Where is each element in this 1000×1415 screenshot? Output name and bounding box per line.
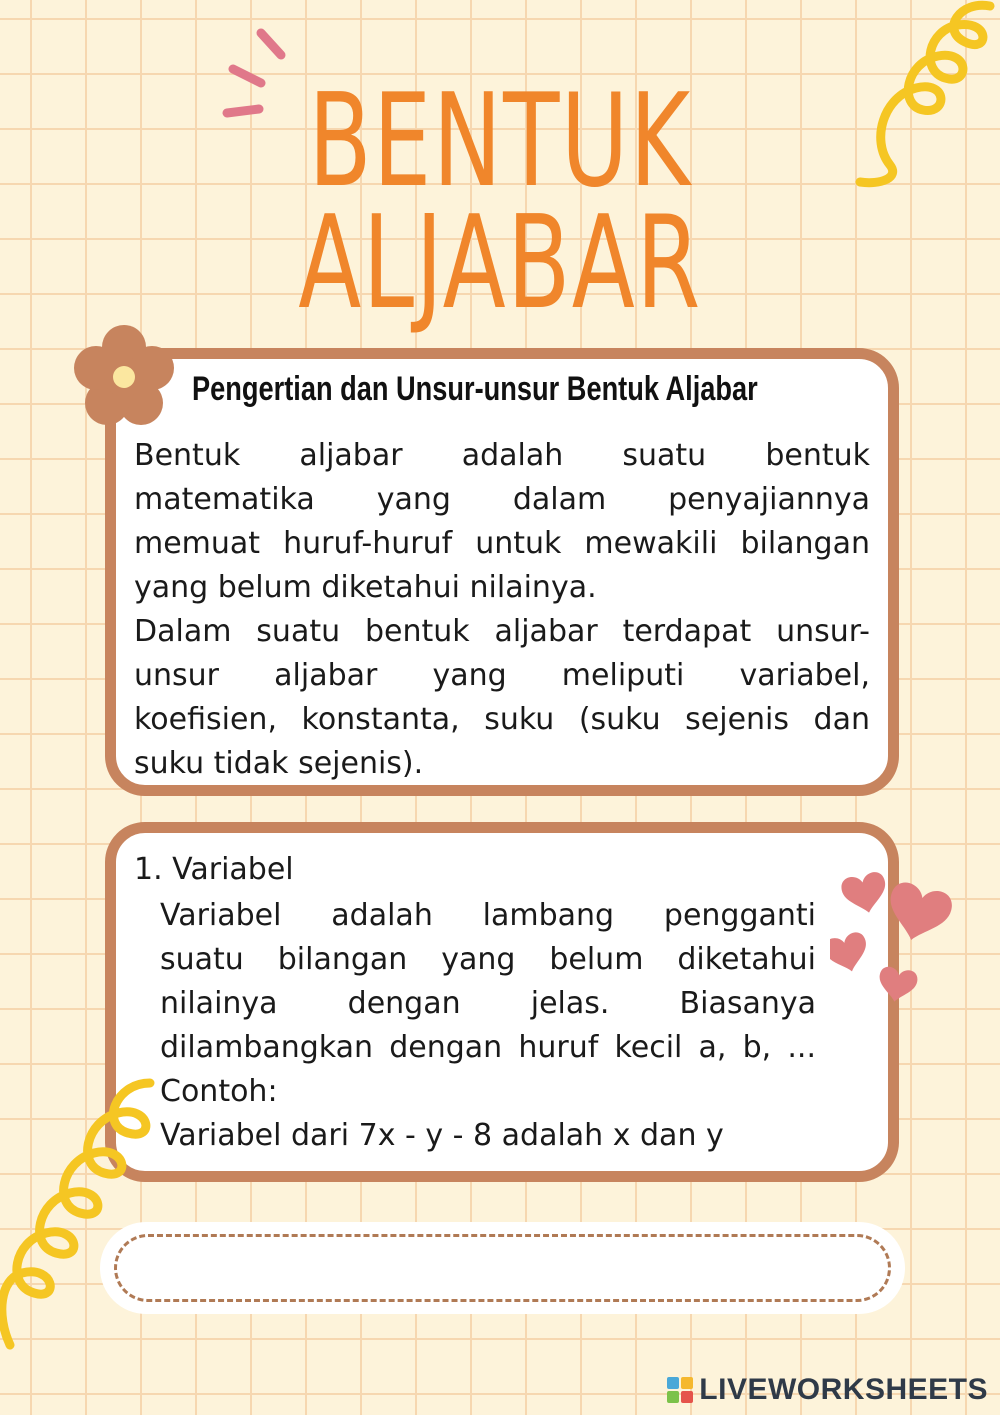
item-label-text: 1. Variabel	[134, 852, 294, 887]
elements-line: koefisien, konstanta, suku (suku sejenis dan	[134, 702, 870, 737]
section-heading: Pengertian dan Unsur-unsur Bentuk Aljabar	[192, 370, 758, 408]
variable-definition-line: suatu bilangan yang belum diketahui	[160, 942, 816, 977]
flower-icon	[70, 323, 178, 431]
page-title-line-1: BENTUK	[308, 67, 692, 216]
elements-line: unsur aljabar yang meliputi variabel,	[134, 658, 870, 693]
definition-line: Bentuk aljabar adalah suatu bentuk	[134, 438, 870, 473]
variable-definition-line: Variabel adalah lambang pengganti	[160, 898, 816, 933]
liveworksheets-wordmark: LIVEWORKSHEETS	[699, 1373, 988, 1406]
variable-definition	[160, 894, 816, 1070]
liveworksheets-logo-icon	[667, 1377, 693, 1403]
definition-line: matematika yang dalam penyajiannya	[134, 482, 870, 517]
elements-line: Dalam suatu bentuk aljabar terdapat unsur-	[134, 614, 870, 649]
example-text-line: Variabel dari 7x - y - 8 adalah x dan y	[160, 1118, 724, 1153]
liveworksheets-logo	[667, 1372, 988, 1408]
answer-box[interactable]	[100, 1222, 905, 1314]
definition-paragraph	[134, 434, 870, 610]
example-label-text: Contoh:	[160, 1074, 278, 1109]
example-text	[160, 1114, 816, 1158]
item-label	[134, 848, 734, 892]
definition-line: memuat huruf-huruf untuk mewakili bilangan	[134, 526, 870, 561]
elements-paragraph	[134, 610, 870, 786]
example-label	[160, 1070, 760, 1114]
elements-line: suku tidak sejenis).	[134, 746, 424, 781]
yellow-squiggle-top-icon	[840, 0, 1000, 190]
page-title-line-2: ALJABAR	[298, 189, 702, 338]
answer-input-area[interactable]	[114, 1234, 891, 1302]
variable-definition-line: dilambangkan dengan huruf kecil a, b, ...	[160, 1030, 816, 1065]
hearts-icon	[830, 865, 960, 1010]
definition-line: yang belum diketahui nilainya.	[134, 570, 597, 605]
variable-definition-line: nilainya dengan jelas. Biasanya	[160, 986, 816, 1021]
